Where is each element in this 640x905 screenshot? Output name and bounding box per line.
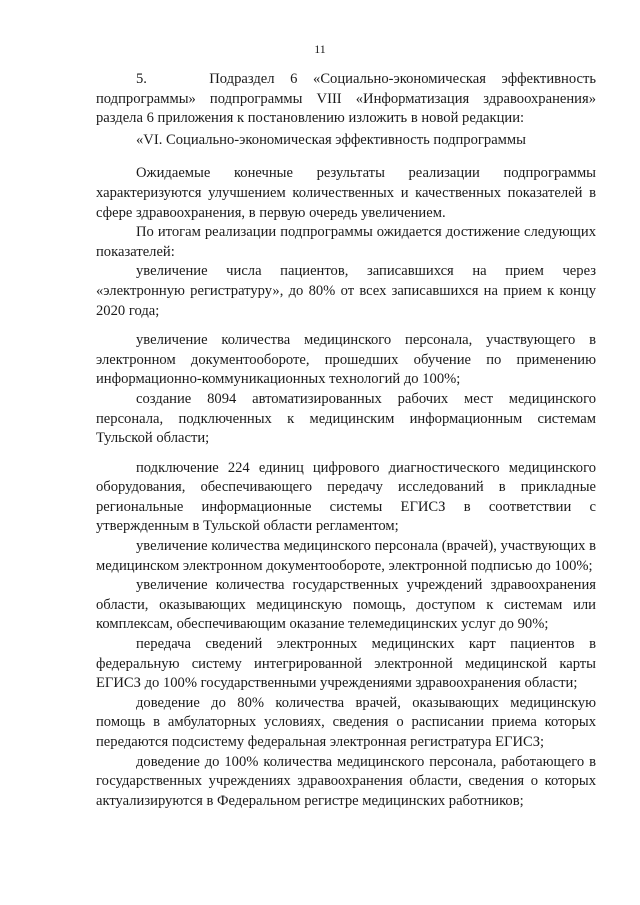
- indicator-item: доведение до 100% количества медицинского персонала, работающего в государственных учреждениях здравоохранения области, сведения о которых актуализируются в Федеральном регистре медицинских работников;: [96, 753, 596, 809]
- document-body: [96, 70, 596, 811]
- indicator-item: увеличение количества медицинского персонала, участвующего в электронном документообороте, прошедших обучение по применению информационно-коммуникационных технологий до 100%;: [96, 332, 596, 388]
- section-heading: «VI. Социально-экономическая эффективность подпрограммы: [136, 131, 526, 148]
- indicator-item: создание 8094 автоматизированных рабочих мест медицинского персонала, подключенных к медицинским информационным системам Тульской области;: [96, 390, 596, 447]
- indicator-item: подключение 224 единиц цифрового диагностического медицинского оборудования, обеспечивающего передачу исследований в прикладные региональные информационные системы ЕГИСЗ в соответствии с утвержденным в Тульской области регламентом;: [96, 459, 596, 535]
- page-number: 11: [314, 42, 326, 56]
- indicator-item: увеличение количества государственных учреждений здравоохранения области, оказывающих медицинскую помощь, доступом к системам или комплексам, обеспечивающим оказание телемедицинских услуг до 90%;: [96, 577, 596, 633]
- paragraph-indicators-intro: По итогам реализации подпрограммы ожидается достижение следующих показателей:: [96, 224, 596, 260]
- amendment-paragraph: 5. Подраздел 6 «Социально-экономическая эффективность подпрограммы» подпрограммы VIII «Информатизация здравоохранения» раздела 6 приложения к постановлению изложить в новой редакции:: [96, 71, 596, 127]
- indicator-item: доведение до 80% количества врачей, оказывающих медицинскую помощь в амбулаторных условиях, сведения о расписании приема которых передаются подсистему федеральная электронная регистратура ЕГИСЗ;: [96, 694, 596, 750]
- indicator-item: увеличение количества медицинского персонала (врачей), участвующих в медицинском электронном документообороте, электронной подписью до 100%;: [96, 538, 596, 574]
- indicator-item: передача сведений электронных медицинских карт пациентов в федеральную систему интегрированной электронной медицинской карты ЕГИСЗ до 100% государственными учреждениями здравоохранения области;: [96, 636, 596, 692]
- paragraph-expected-results: Ожидаемые конечные результаты реализации подпрограммы характеризуются улучшением количественных и качественных показателей в сфере здравоохранения, в первую очередь увеличением.: [96, 165, 596, 221]
- indicator-item: увеличение числа пациентов, записавшихся на прием через «электронную регистратуру», до 80% от всех записавшихся на прием к концу 2020 года;: [96, 263, 596, 319]
